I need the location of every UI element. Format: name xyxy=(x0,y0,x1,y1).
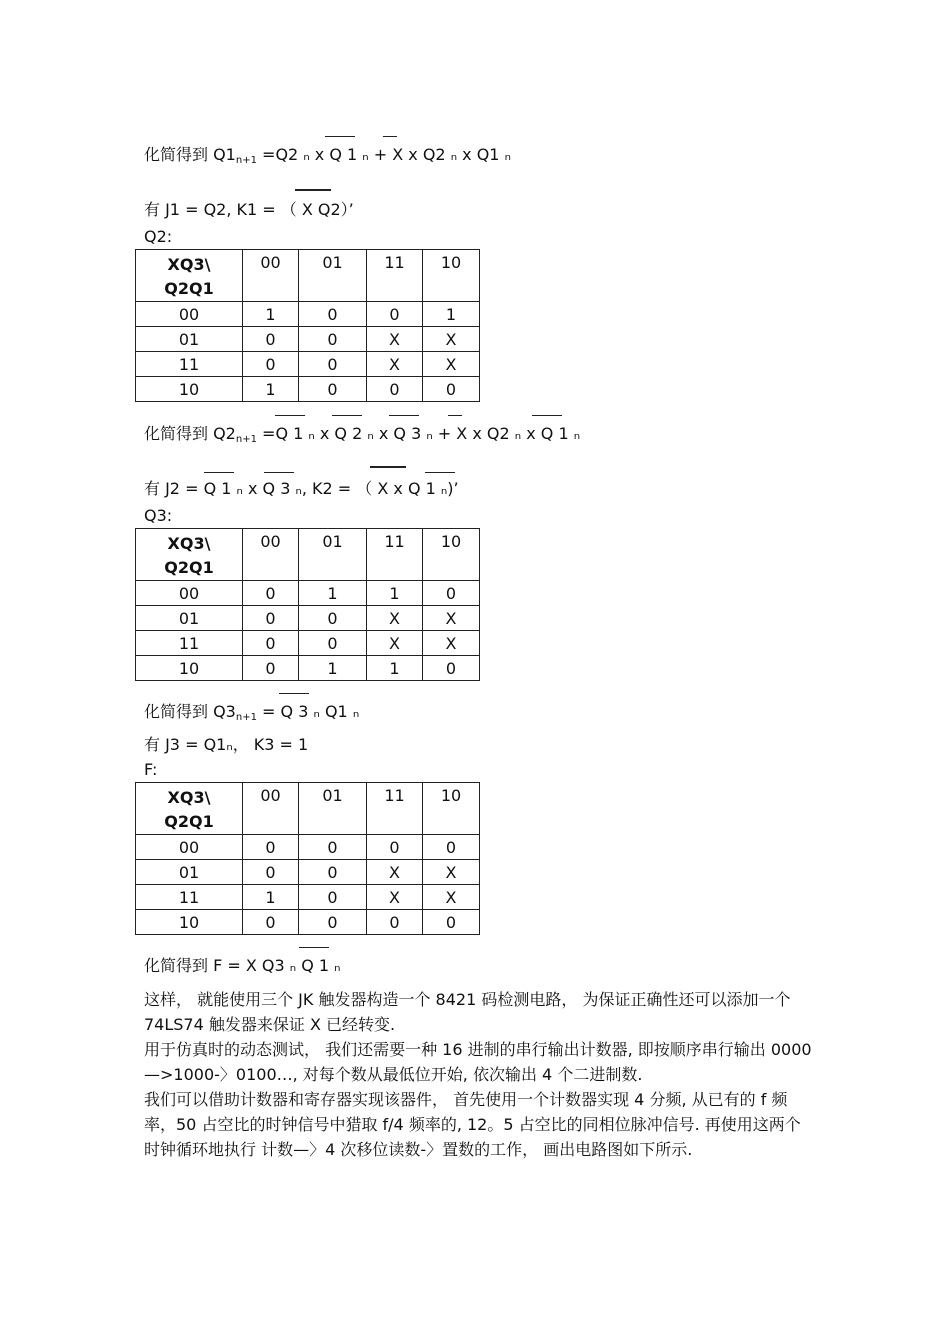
equation-f: 化简得到 F = X Q3 ₙ Q 1 ₙ xyxy=(144,956,341,975)
table-row xyxy=(136,835,480,860)
overline xyxy=(370,466,406,468)
table-cell: 0 xyxy=(299,631,367,656)
col-header: 01 xyxy=(299,783,367,835)
q2-label: Q2: xyxy=(144,227,173,246)
table-cell: 0 xyxy=(243,656,299,681)
row-header: 11 xyxy=(136,885,243,910)
table-cell: 0 xyxy=(299,860,367,885)
row-header: 00 xyxy=(136,302,243,327)
row-header: 01 xyxy=(136,860,243,885)
row-header: 10 xyxy=(136,656,243,681)
overline xyxy=(264,472,294,473)
row-header: 01 xyxy=(136,327,243,352)
table-row xyxy=(136,860,480,885)
col-header: 00 xyxy=(243,783,299,835)
col-header: 10 xyxy=(423,529,480,581)
row-header: 00 xyxy=(136,581,243,606)
row-header: 11 xyxy=(136,352,243,377)
table-cell: X xyxy=(423,885,480,910)
table-cell: 0 xyxy=(243,606,299,631)
table-cell: X xyxy=(367,860,423,885)
q3-label: Q3: xyxy=(144,506,173,525)
table-cell: 0 xyxy=(243,352,299,377)
f-label: F: xyxy=(144,760,158,779)
body-text xyxy=(144,987,814,1162)
col-header: 10 xyxy=(423,250,480,302)
row-header: 11 xyxy=(136,631,243,656)
table-row xyxy=(136,581,480,606)
table-row xyxy=(136,631,480,656)
overline xyxy=(389,415,419,416)
table-cell: X xyxy=(367,631,423,656)
table-cell: 0 xyxy=(243,835,299,860)
kmap-q2-table xyxy=(135,249,480,402)
table-cell: 1 xyxy=(243,377,299,402)
table-cell: X xyxy=(367,885,423,910)
table-cell: 0 xyxy=(243,581,299,606)
table-cell: X xyxy=(423,860,480,885)
row-header: 10 xyxy=(136,377,243,402)
col-header: 00 xyxy=(243,250,299,302)
j1-k1-line: 有 J1 = Q2, K1 = （ X Q2）’ xyxy=(144,200,354,219)
table-row xyxy=(136,606,480,631)
table-cell: 1 xyxy=(243,302,299,327)
row-header: 01 xyxy=(136,606,243,631)
overline xyxy=(425,472,455,473)
table-row xyxy=(136,377,480,402)
paragraph: 我们可以借助计数器和寄存器实现该器件， 首先使用一个计数器实现 4 分频, 从已有的 f 频率，50 占空比的时钟信号中猎取 f/4 频率的, 12。5 占空比的同相位脉冲信号. 再使用这两个时钟循环地执行 计数—〉4 次移位读数-〉置数的工作， 画出电路图如下所示. xyxy=(144,1090,801,1159)
col-header: 01 xyxy=(299,529,367,581)
overline xyxy=(204,472,234,473)
overline xyxy=(279,693,309,694)
table-header-row xyxy=(136,783,480,835)
table-cell: 0 xyxy=(367,910,423,935)
overline xyxy=(299,947,329,948)
table-header-row xyxy=(136,250,480,302)
table-row xyxy=(136,656,480,681)
paragraph: 用于仿真时的动态测试， 我们还需要一种 16 进制的串行输出计数器, 即按顺序串行输出 0000—>1000-〉0100…, 对每个数从最低位开始, 依次输出 4 个二进制数. xyxy=(144,1040,812,1084)
col-header: 11 xyxy=(367,529,423,581)
table-cell: X xyxy=(423,352,480,377)
table-cell: 0 xyxy=(299,377,367,402)
col-header: 00 xyxy=(243,529,299,581)
table-cell: X xyxy=(423,327,480,352)
overline xyxy=(275,415,305,416)
equation-q3: 化简得到 $Q3_{n+1} = Q$ 3 ₙ Q1 ₙ xyxy=(144,702,360,723)
table-cell: 0 xyxy=(243,327,299,352)
table-row xyxy=(136,302,480,327)
table-cell: 0 xyxy=(299,606,367,631)
table-cell: 0 xyxy=(299,302,367,327)
table-cell: 1 xyxy=(423,302,480,327)
corner-cell: XQ3\ Q2Q1 xyxy=(136,783,243,835)
paragraph: 这样， 就能使用三个 JK 触发器构造一个 8421 码检测电路， 为保证正确性还可以添加一个 74LS74 触发器来保证 X 已经转变. xyxy=(144,990,791,1034)
table-cell: 0 xyxy=(299,885,367,910)
table-cell: 0 xyxy=(367,835,423,860)
table-cell: X xyxy=(367,327,423,352)
overline xyxy=(448,415,462,416)
corner-cell: XQ3\ Q2Q1 xyxy=(136,250,243,302)
table-cell: X xyxy=(367,606,423,631)
overline xyxy=(332,415,362,416)
table-row xyxy=(136,352,480,377)
table-cell: 1 xyxy=(367,581,423,606)
overline xyxy=(532,415,562,416)
table-row xyxy=(136,910,480,935)
table-cell: X xyxy=(423,606,480,631)
kmap-f-table xyxy=(135,782,480,935)
table-cell: 0 xyxy=(243,910,299,935)
table-row xyxy=(136,885,480,910)
row-header: 00 xyxy=(136,835,243,860)
overline xyxy=(295,189,331,191)
row-header: 10 xyxy=(136,910,243,935)
col-header: 10 xyxy=(423,783,480,835)
overline xyxy=(383,136,397,137)
table-cell: 0 xyxy=(423,835,480,860)
table-cell: 0 xyxy=(299,835,367,860)
overline xyxy=(325,136,355,137)
table-cell: 0 xyxy=(299,910,367,935)
table-cell: 1 xyxy=(299,656,367,681)
table-cell: X xyxy=(423,631,480,656)
table-cell: 0 xyxy=(423,581,480,606)
table-cell: X xyxy=(367,352,423,377)
table-cell: 0 xyxy=(243,860,299,885)
kmap-q3-table xyxy=(135,528,480,681)
table-cell: 0 xyxy=(423,656,480,681)
table-cell: 0 xyxy=(299,352,367,377)
j2-k2-line: 有 J2 = Q 1 ₙ x Q 3 ₙ, K2 = （ X x Q 1 ₙ)’ xyxy=(144,479,459,498)
equation-q1: 化简得到 $Q1_{n+1} =Q2$ ₙ x Q 1 ₙ + X x Q2 ₙ x Q1 ₙ xyxy=(144,145,511,166)
col-header: 11 xyxy=(367,783,423,835)
j3-k3-line: 有 J3 = Q1ₙ， K3 = 1 xyxy=(144,735,309,754)
equation-q2: 化简得到 $Q2_{n+1} =Q$ 1 ₙ x Q 2 ₙ x Q 3 ₙ + X x Q2 ₙ x Q 1 ₙ xyxy=(144,424,581,445)
col-header: 11 xyxy=(367,250,423,302)
table-header-row xyxy=(136,529,480,581)
table-cell: 1 xyxy=(299,581,367,606)
table-cell: 0 xyxy=(423,910,480,935)
col-header: 01 xyxy=(299,250,367,302)
table-cell: 0 xyxy=(367,377,423,402)
table-row xyxy=(136,327,480,352)
table-cell: 1 xyxy=(243,885,299,910)
corner-cell: XQ3\ Q2Q1 xyxy=(136,529,243,581)
table-cell: 0 xyxy=(423,377,480,402)
table-cell: 0 xyxy=(243,631,299,656)
table-cell: 0 xyxy=(299,327,367,352)
table-cell: 0 xyxy=(367,302,423,327)
table-cell: 1 xyxy=(367,656,423,681)
